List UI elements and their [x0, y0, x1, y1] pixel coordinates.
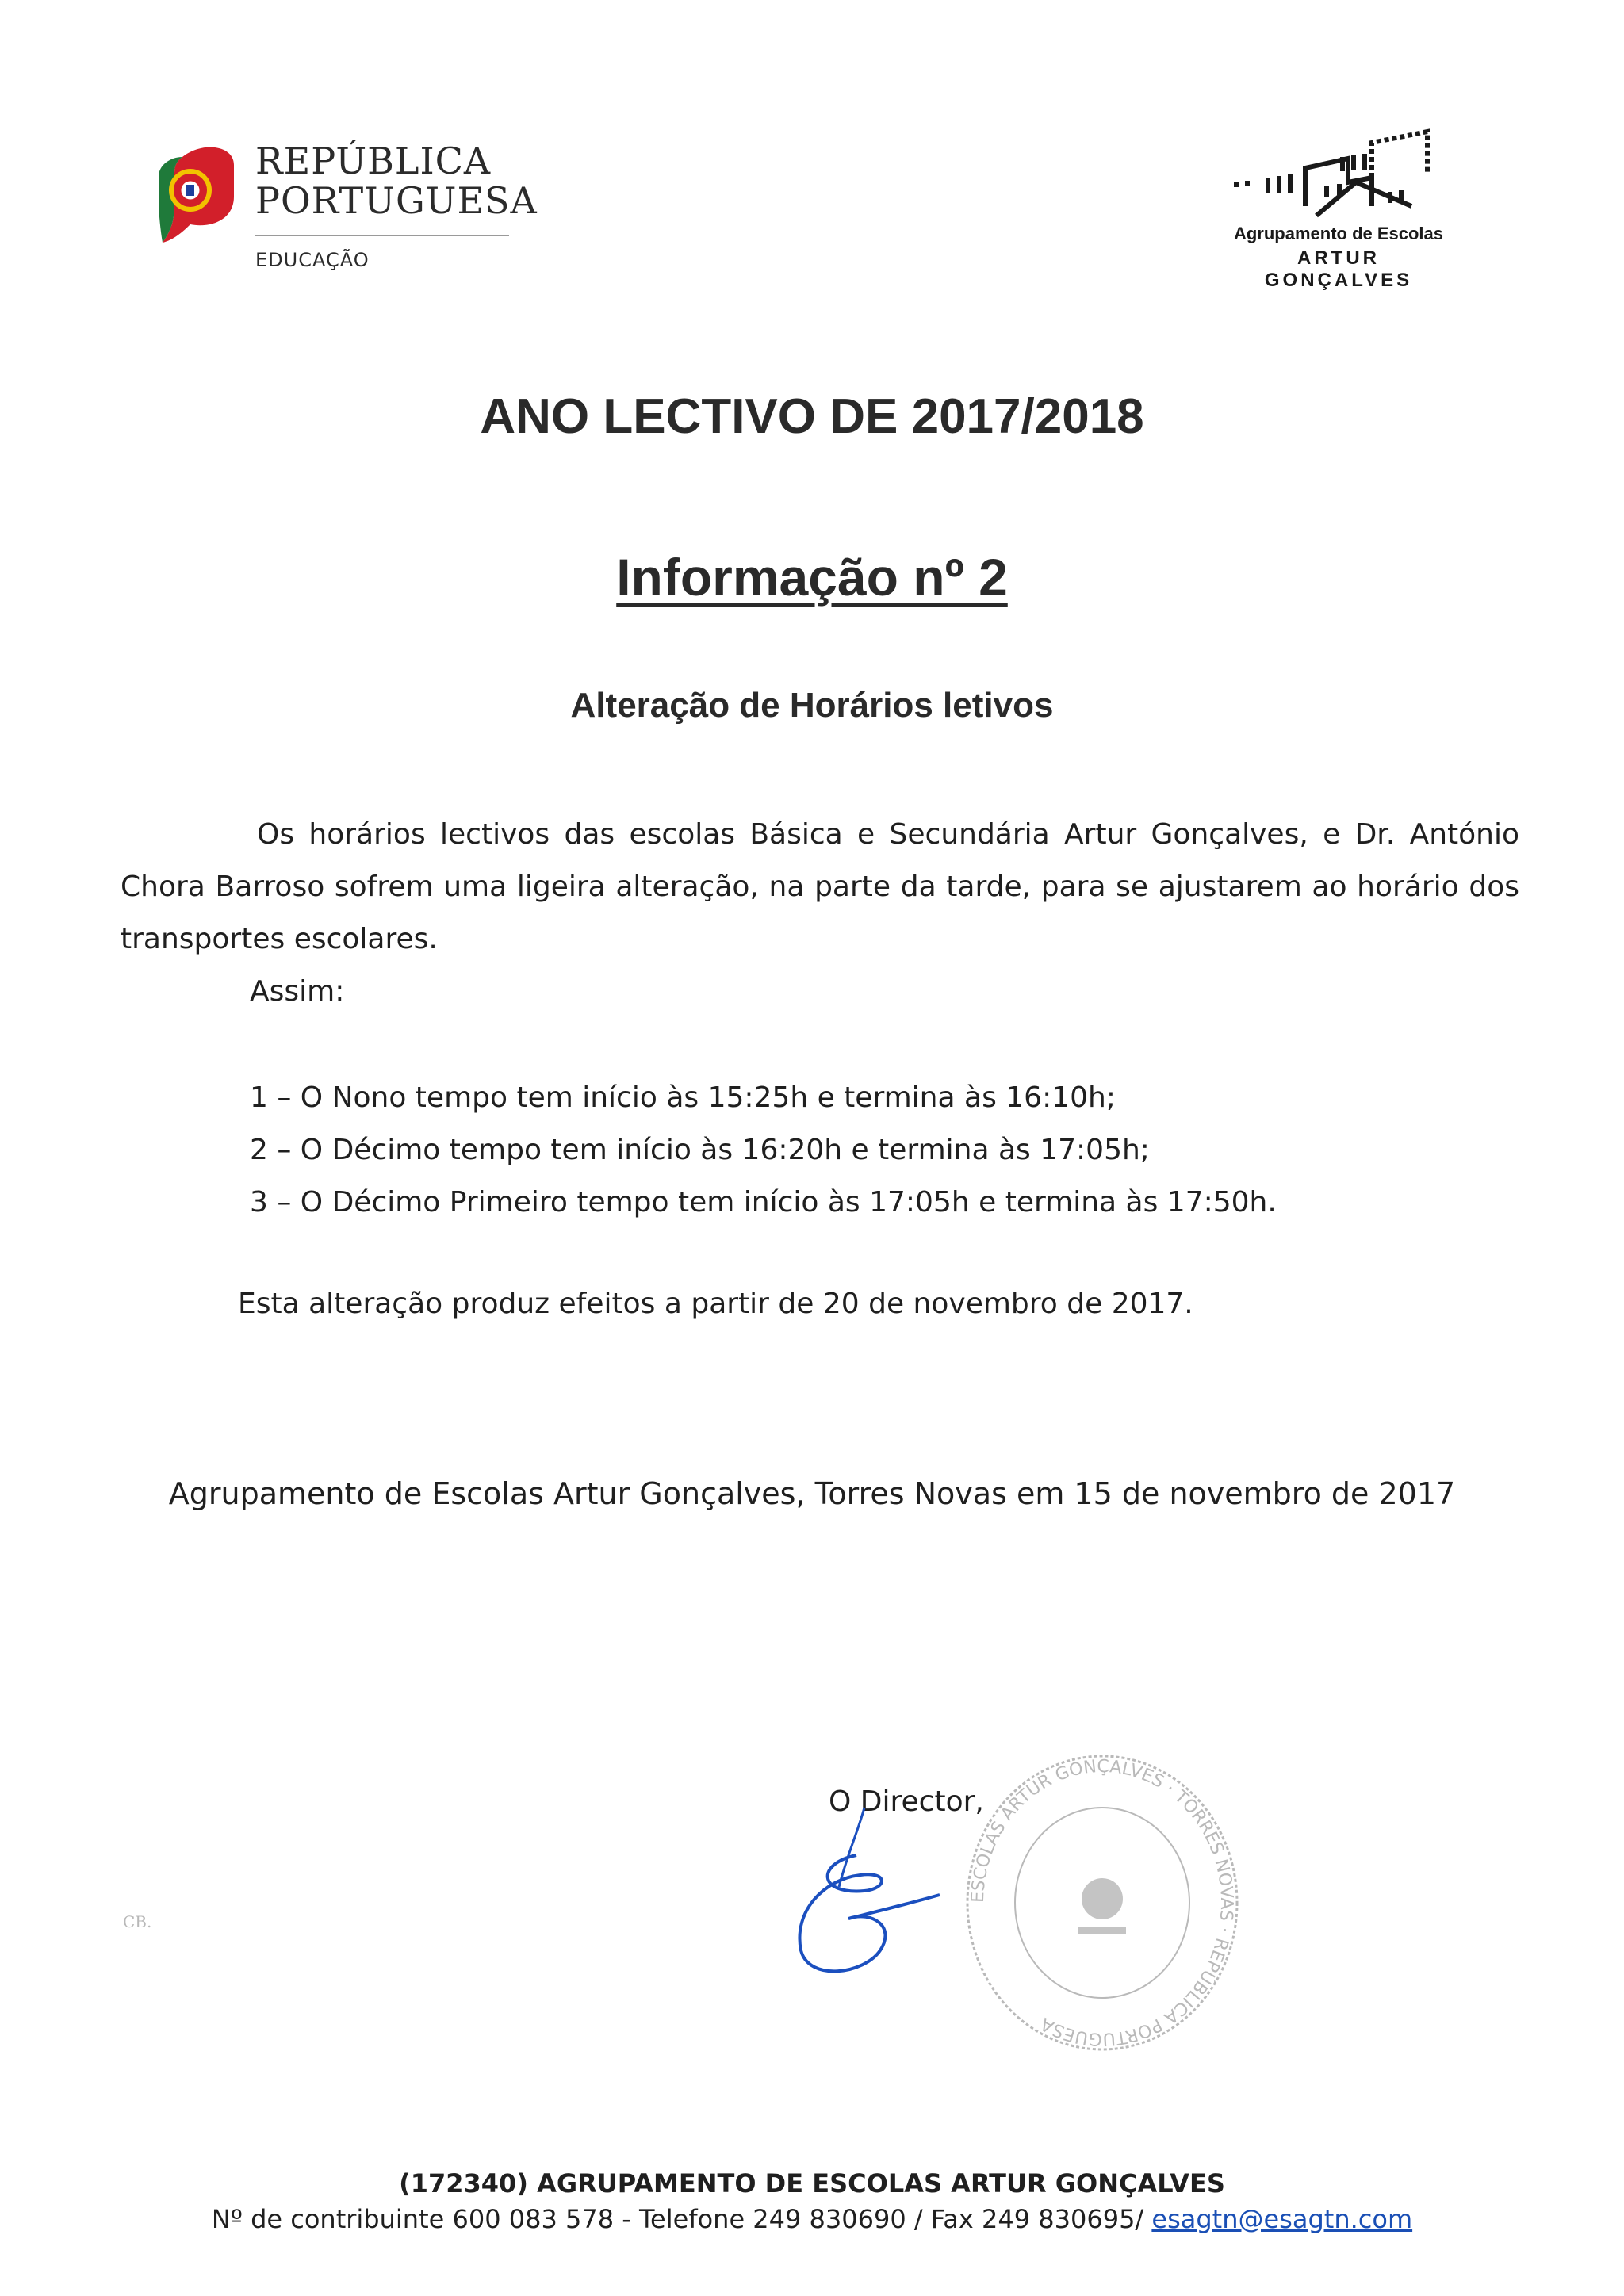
- intro-paragraph: Os horários lectivos das escolas Básica e Secundária Artur Gonçalves, e Dr. António Chora Barroso sofrem uma ligeira alteração, na parte da tarde, para se ajustarem ao horário dos transportes escolares.: [121, 818, 1519, 955]
- assim-label: Assim:: [250, 975, 345, 1008]
- information-heading: [0, 547, 1624, 607]
- information-heading-text: Informação nº 2: [616, 548, 1008, 607]
- schedule-item: 1 – O Nono tempo tem início às 15:25h e termina às 16:10h;: [250, 1081, 1116, 1114]
- government-department: EDUCAÇÃO: [255, 249, 370, 271]
- footer-email-link[interactable]: esagtn@esagtn.com: [1151, 2204, 1413, 2234]
- schedule-list: [250, 1072, 1277, 1229]
- government-name: [255, 141, 538, 220]
- header-divider: [255, 235, 509, 236]
- schedule-item: 3 – O Décimo Primeiro tempo tem início às 17:05h e termina às 17:50h.: [250, 1186, 1277, 1219]
- document-subtitle: Alteração de Horários letivos: [570, 686, 1054, 725]
- schedule-item: 2 – O Décimo tempo tem início às 16:20h e termina às 17:05h;: [250, 1134, 1150, 1166]
- director-label: O Director,: [829, 1785, 984, 1818]
- seal-text: ESCOLAS ARTUR GONÇALVES · TORRES NOVAS · REPÚBLICA PORTUGUESA: [967, 1756, 1237, 2049]
- place-and-date: Agrupamento de Escolas Artur Gonçalves, Torres Novas em 15 de novembro de 2017: [168, 1476, 1456, 1511]
- effect-date-text: Esta alteração produz efeitos a partir de 20 de novembro de 2017.: [238, 1288, 1193, 1320]
- republica-portuguesa-emblem-icon: [159, 141, 238, 244]
- school-logo-icon: [1229, 127, 1435, 222]
- footer-contacts: [0, 2204, 1624, 2234]
- school-seal-stamp: [959, 1744, 1245, 2061]
- school-name-line2: ARTUR GONÇALVES: [1264, 247, 1413, 291]
- director-signature: [769, 1800, 952, 1998]
- author-initials: CB.: [123, 1912, 152, 1931]
- government-name-line1: REPÚBLICA: [255, 140, 492, 182]
- footer-organization: (172340) AGRUPAMENTO DE ESCOLAS ARTUR GONÇALVES: [399, 2168, 1225, 2198]
- footer-contacts-text: Nº de contribuinte 600 083 578 - Telefone 249 830690 / Fax 249 830695/: [211, 2204, 1152, 2234]
- school-name-line1: Agrupamento de Escolas: [1233, 224, 1444, 243]
- document-title: ANO LECTIVO DE 2017/2018: [480, 389, 1144, 444]
- government-name-line2: PORTUGUESA: [255, 179, 538, 222]
